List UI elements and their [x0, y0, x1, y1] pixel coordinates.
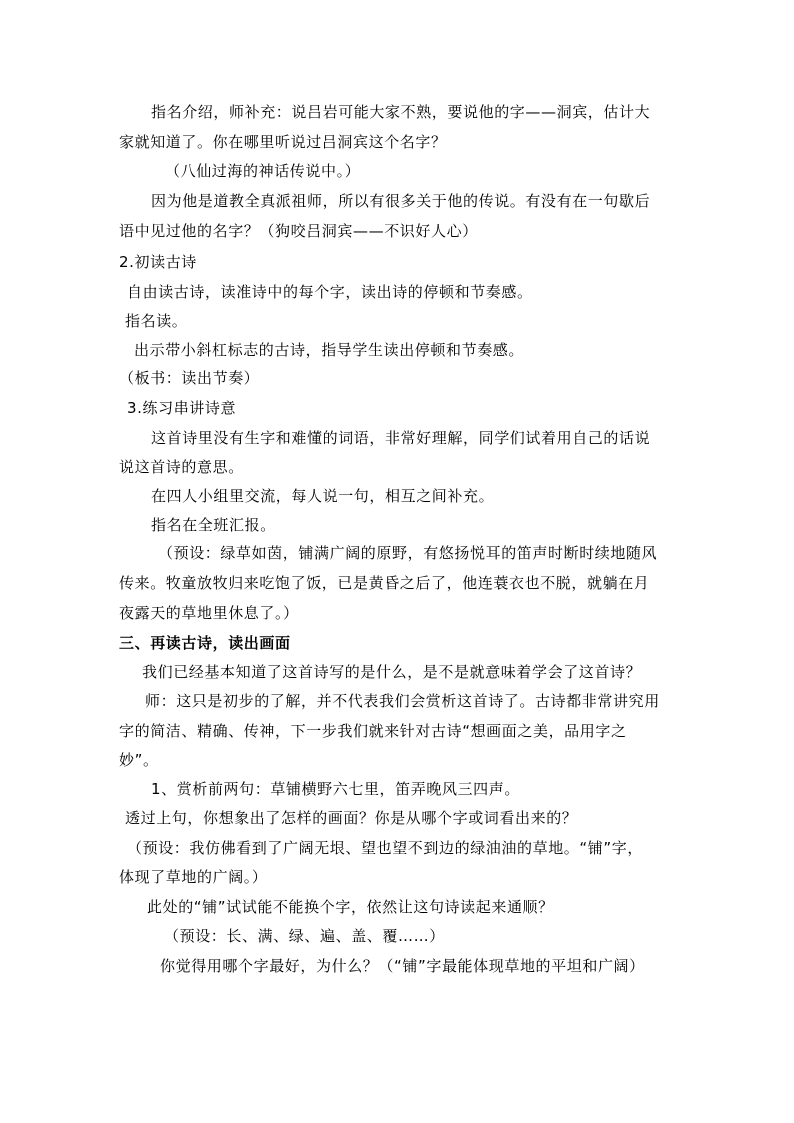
text-line: 这首诗里没有生字和难懂的词语，非常好理解，同学们试着用自己的话说: [151, 429, 651, 447]
text-line: 自由读古诗，读准诗中的每个字，读出诗的停顿和节奏感。: [127, 283, 533, 301]
text-line: 指名介绍，师补充：说吕岩可能大家不熟，要说他的字——洞宾，估计大: [151, 103, 651, 121]
text-line: 指名读。: [125, 312, 188, 330]
section-heading: 三、再读古诗，读出画面: [119, 634, 291, 652]
text-line: （八仙过海的神话传说中。）: [165, 162, 361, 180]
section-heading: 3.练习串讲诗意: [127, 399, 237, 417]
text-line: （预设：绿草如茵，铺满广阔的原野，有悠扬悦耳的笛声时断时续地随风: [158, 544, 658, 562]
text-line: 语中见过他的名字？（狗咬吕洞宾——不识好人心）: [119, 222, 478, 240]
text-line: 体现了草地的广阔。）: [119, 868, 268, 886]
text-line: 出示带小斜杠标志的古诗，指导学生读出停顿和节奏感。: [134, 341, 525, 359]
text-line: 我们已经基本知道了这首诗写的是什么，是不是就意味着学会了这首诗？: [142, 663, 642, 681]
text-line: （板书：读出节奏）: [119, 369, 260, 387]
text-line: 你觉得用哪个字最好，为什么？（“铺”字最能体现草地的平坦和广阔）: [160, 957, 645, 975]
text-line: 说这首诗的意思。: [119, 458, 244, 476]
text-line: （预设：长、满、绿、遍、盖、覆……）: [164, 927, 445, 945]
text-line: 因为他是道教全真派祖师，所以有很多关于他的传说。有没有在一句歇后: [151, 192, 651, 210]
section-heading: 2.初读古诗: [119, 253, 197, 271]
text-line: 指名在全班汇报。: [151, 516, 276, 534]
text-line: 在四人小组里交流，每人说一句，相互之间补充。: [151, 487, 495, 505]
text-line: 字的简洁、精确、传神，下一步我们就来针对古诗“想画面之美，品用字之: [119, 722, 627, 740]
text-line: 夜露天的草地里休息了。）: [119, 604, 299, 622]
text-line: 家就知道了。你在哪里听说过吕洞宾这个名字？: [119, 133, 447, 151]
text-line: （预设：我仿佛看到了广阔无垠、望也望不到边的绿油油的草地。“铺”字，: [127, 839, 643, 857]
text-line: 1、赏析前两句：草铺横野六七里，笛弄晚风三四声。: [151, 780, 520, 798]
text-line: 传来。牧童放牧归来吃饱了饭，已是黄昏之后了，他连蓑衣也不脱，就躺在月: [119, 574, 650, 592]
text-line: 师：这只是初步的了解，并不代表我们会赏析这首诗了。古诗都非常讲究用: [145, 692, 660, 710]
text-line: 透过上句，你想象出了怎样的画面？你是从哪个字或词看出来的？: [125, 809, 578, 827]
text-line: 妙”。: [119, 751, 159, 769]
text-line: 此处的“铺”试试能不能换个字，依然让这句诗读起来通顺？: [147, 898, 554, 916]
